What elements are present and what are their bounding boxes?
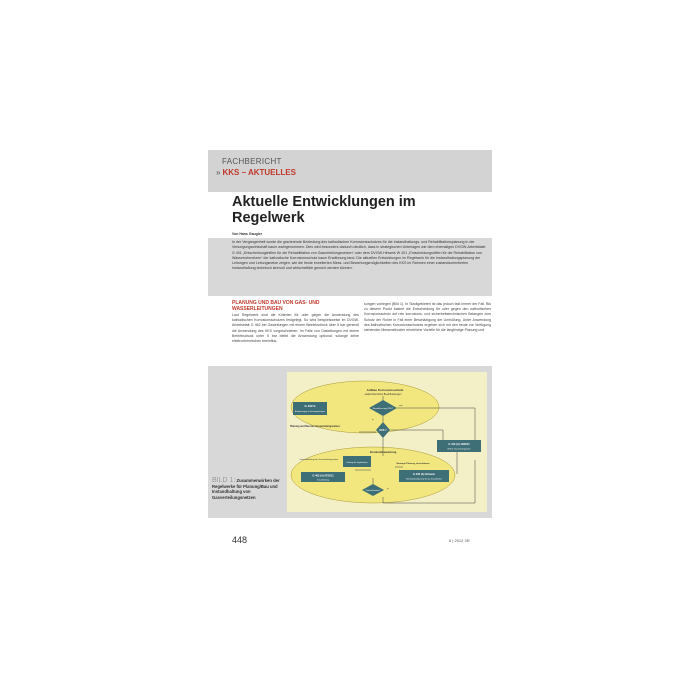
page-number: 448	[232, 535, 248, 545]
elektrochem-label: elektrochemische Beeinflussungen	[364, 393, 402, 396]
caption-text: Zusammenwirken der Regelwerke für Planung/Bau und Instandhaltung von Gasverteilungsnetzen	[212, 478, 280, 500]
caption-label: BILD 1:	[212, 477, 236, 484]
g402-right-title: G 402 (A) Hinweis	[413, 473, 435, 476]
article-title: Aktuelle Entwicklungen im Regelwerk	[232, 194, 416, 226]
byline: Von Hans Gaugler	[232, 232, 263, 236]
figure-caption	[212, 478, 284, 500]
g462-title: G 462 E	[304, 404, 316, 408]
g412-title: G 412 (A) 10/2011	[448, 443, 470, 446]
ja-label-1: ja	[372, 419, 374, 421]
g462-sub: Anforderungen an Druckregelanlagen	[295, 411, 325, 413]
nein-label-1: nein	[399, 405, 403, 407]
section-kicker-topic	[216, 168, 296, 177]
intro-text: In der Vergangenheit wurde die gravierende Bedeutung des kathodischen Korrosionsschutzes für die Instandhaltungs- und Rehabilitationsplanung in der Versorgungswirtschaft kaum wahrgenommen. Dies wird besonders dadurch deutlich, dass in strategischen Unterlagen wie dem ehemaligen DVGW-Arbeitsblatt G 401 „Entscheidungshilfen für die Rehabilitation von Gasverteilungsnetzen“ oder dem DVGW-Hinweis W 401 „Entscheidungshilfen für die Rehabilitation von Wasserrohrnetzen“ der kathodische Korrosionsschutz kaum Erwähnung fand. Die aktuellen Entwicklungen im Regelwerk für die Instandhaltungsplanung der Leitungen und Leitungsnetze zeigen, wie die heute erweiterten Mess- und Bewertungsmöglichkeiten des KKS im Rahmen einer zustandsorientierten Instandhaltung technisch sinnvoll und wirtschaftlich genutzt werden können.	[232, 240, 486, 271]
kicker-topic-label: KKS – AKTUELLES	[222, 168, 296, 177]
g402-left-sub: Instandhaltung	[317, 479, 329, 482]
section-heading: PLANUNG UND BAU VON GAS- UND WASSERLEITUNGEN	[232, 300, 320, 312]
umfang-label: Umfang der Inspektionen	[346, 462, 368, 464]
decision-1-label: Beeinflussung KKS?	[373, 408, 393, 410]
decision-kks-label: KKS ?	[379, 429, 387, 432]
instandhaltung-label: Instandhaltung der Gasverteilungsnetze	[299, 459, 339, 461]
decision-3-label: Zustand bekannt?	[365, 490, 381, 492]
section-kicker: FACHBERICHT	[222, 157, 282, 166]
bottom-title-label: Zustandsbewertung	[369, 450, 397, 454]
double-chevron-icon: »	[216, 168, 221, 177]
g402-left-title: G 402 (A) 07/2011	[312, 474, 334, 478]
ja-label-2: ja	[387, 488, 389, 490]
g402-right-sub: Netzdatenbankkonzept für das Instandhalten	[406, 478, 442, 481]
strategie-label: Strategie Planung, Investitionen	[396, 463, 430, 465]
g412-sub: KKS für Gasverteilungsnetze	[447, 448, 471, 451]
body-column-right: sungen vorliegen (Bild 1). In Stadtgebieten ist das jedoch fast immer der Fall. Bis zu diesem Punkt basiert die Entscheidung für oder gegen den kathodischen Korrosionsschutz auf rein korrosions- und sicherheitstechnischen Belangen zum Schutz der Rohre in Fall einer Beschädigung der Umhüllung. Unter Anwendung des kathodischen Korrosionsschutzes ergeben sich mit den heute zur Verfügung stehenden Messmethoden erhebliche Vorteile für die langfristige Planung und	[364, 302, 491, 333]
flow-diagram	[287, 372, 487, 512]
planung-label: Planung und Bau des Gasverteilungsnetzes	[290, 425, 340, 428]
top-title-label: Aufbau Korrosionsschutz	[366, 388, 404, 392]
footer-issue: 6 | 2012 3R	[449, 538, 470, 543]
body-column-left: Laut Regelwerk sind die Kriterien für oder gegen die Anwendung des kathodischen Korrosionsschutzes festgelegt. So wird beispielsweise im DVGW-Arbeitsblatt G 462 bei Gasleitungen mit einem Betriebsdruck über 5 bar generell die Anwendung des KKS vorgeschrieben. Im Falle von Gasleitungen mit einem Betriebsdruck unter 5 bar bleibt die Anwendung optional, solange keine elektrochemischen beeinflus-	[232, 313, 359, 344]
